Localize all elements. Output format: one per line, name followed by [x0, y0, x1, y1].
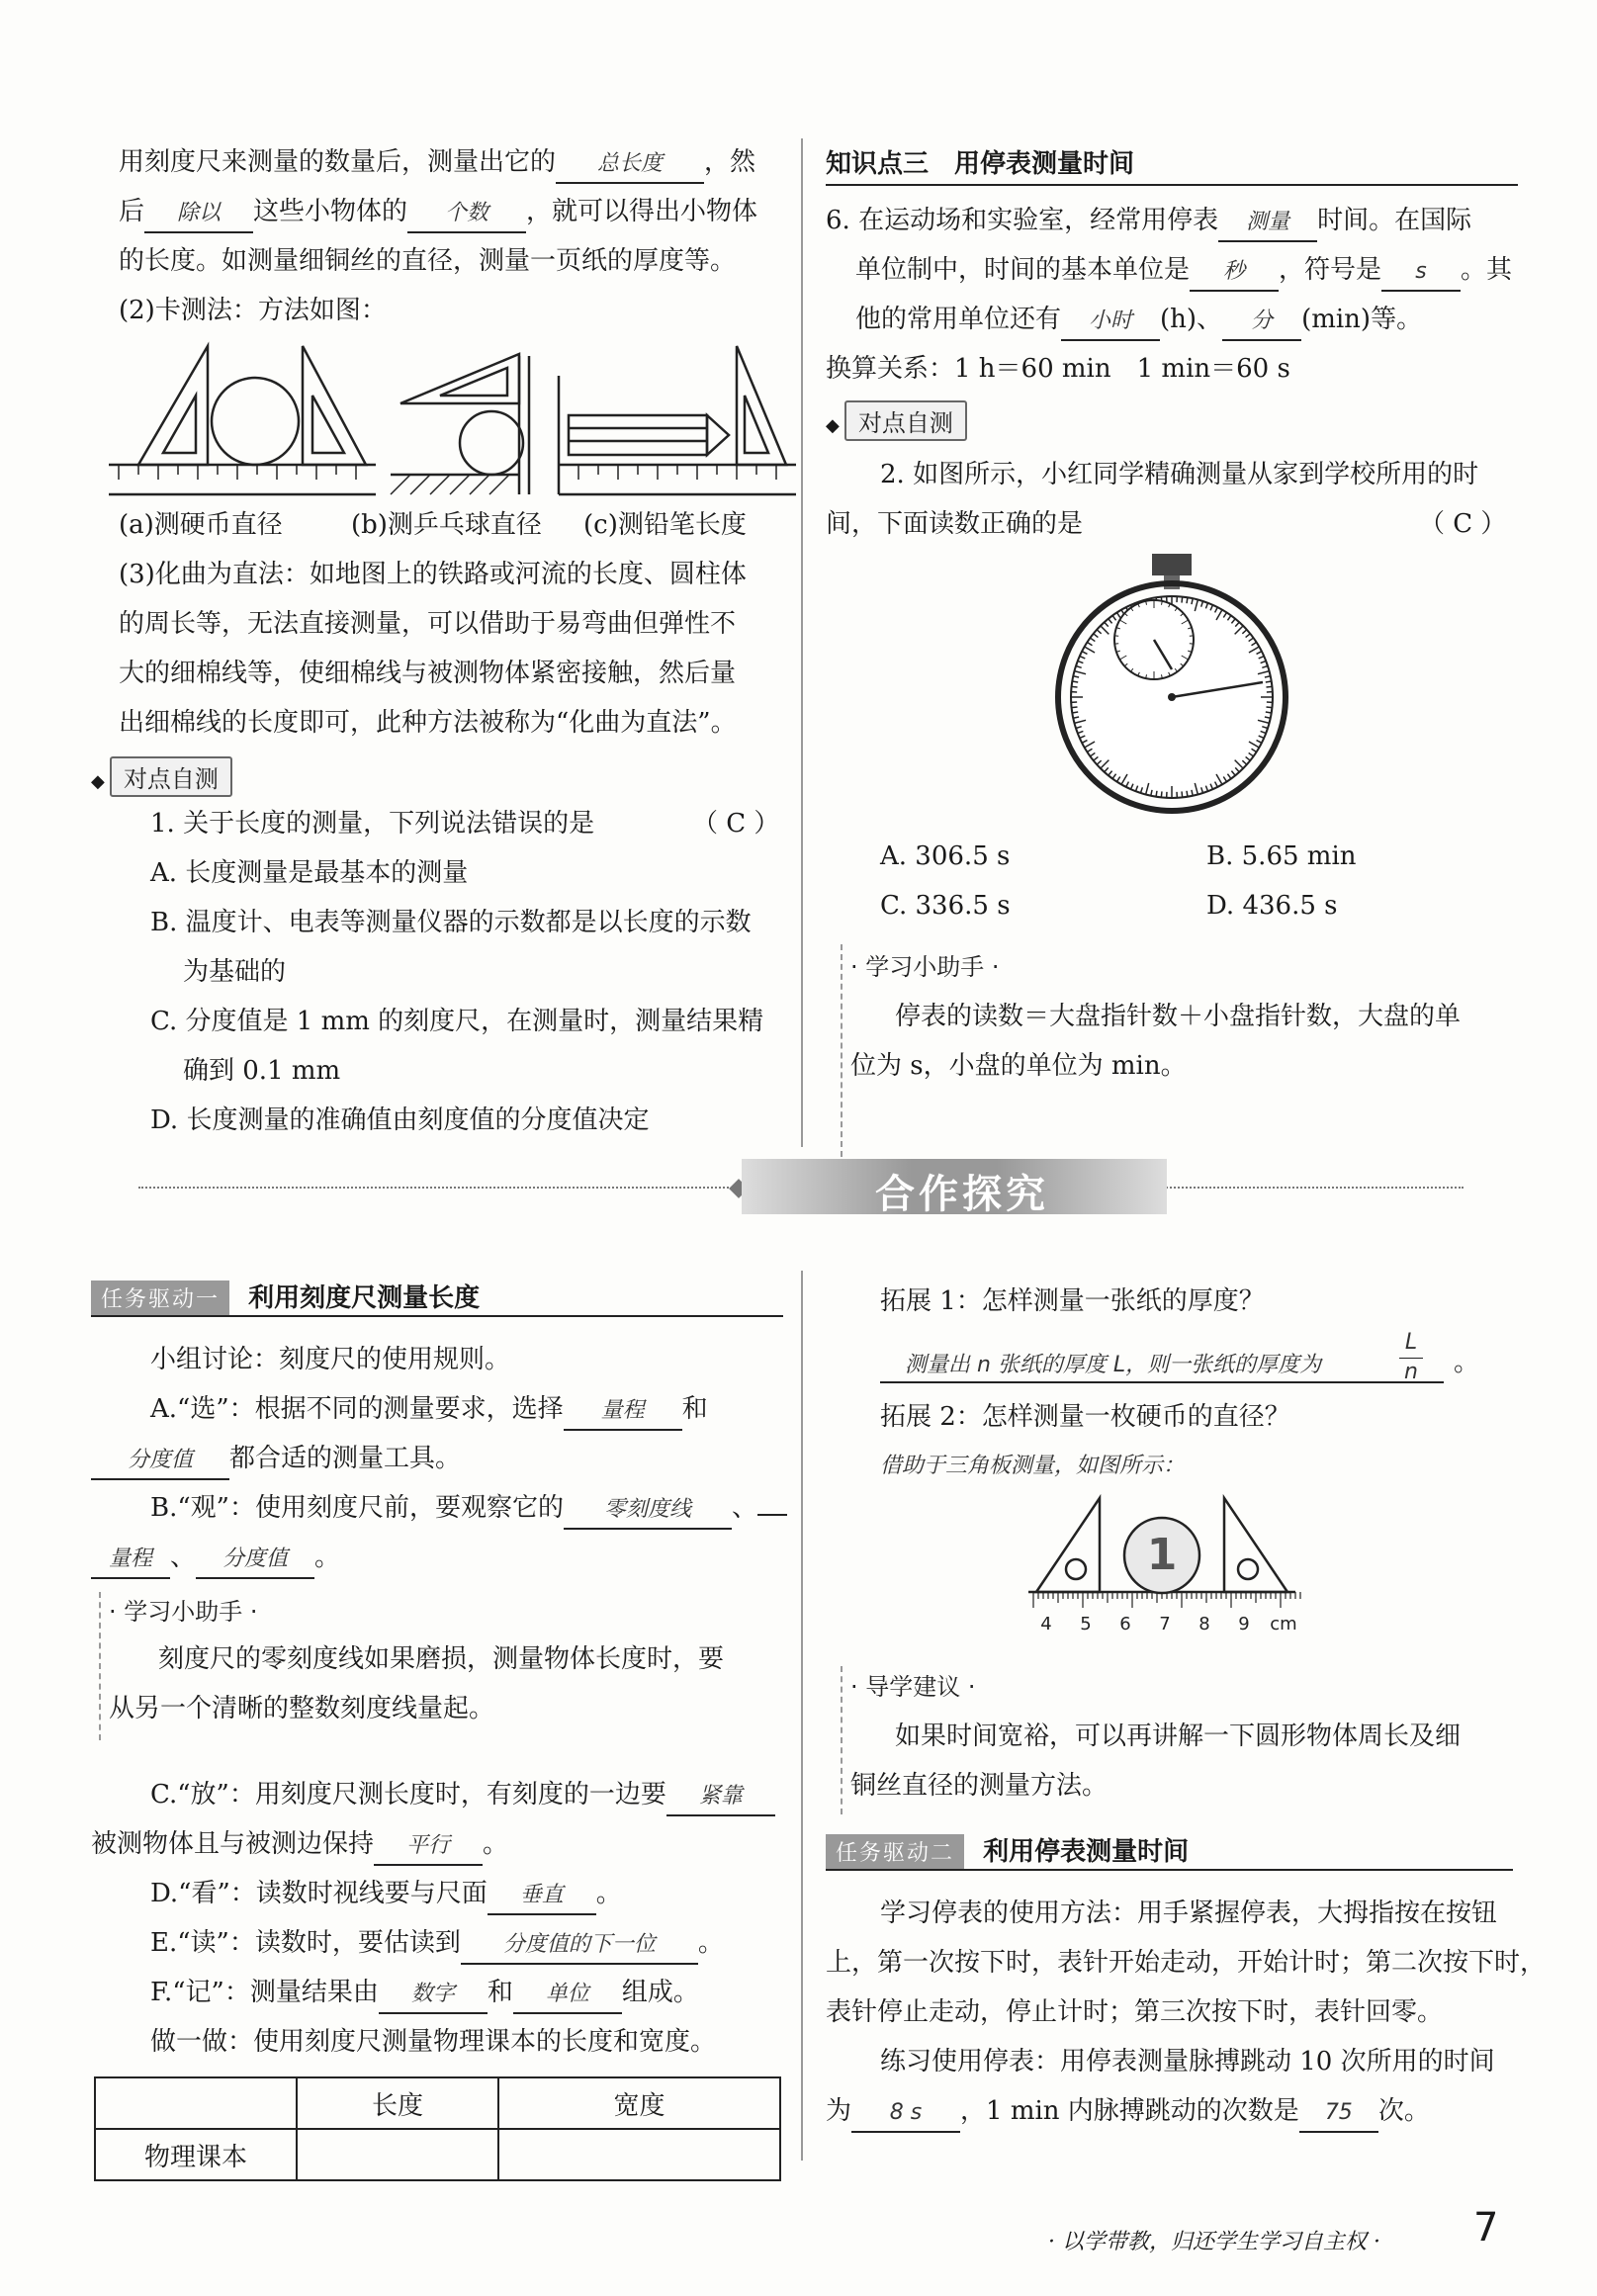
- answer-fill: 量程: [91, 1542, 170, 1579]
- question-2-cont: 间，下面读数正确的是: [826, 509, 1084, 539]
- option-b-cont: 为基础的: [183, 957, 287, 987]
- extension-2-answer: 借助于三角板测量，如图所示：: [880, 1454, 1186, 1478]
- text-line: 大的细棉线等，使细棉线与被测物体紧密接触，然后量: [119, 659, 737, 688]
- dial-tick: [1187, 597, 1188, 603]
- text-line: 出细棉线的长度即可，此种方法被称为“化曲为直法”。: [119, 708, 737, 738]
- dial-tick: [1072, 707, 1078, 708]
- answer-fill: 单位: [513, 1977, 622, 2014]
- answer-fill: s: [1381, 254, 1461, 292]
- fraction-denominator: n: [1404, 1360, 1418, 1384]
- text-line: 的长度。如测量细铜丝的直径，测量一页纸的厚度等。: [119, 246, 737, 276]
- dial-tick: [1161, 791, 1162, 797]
- option-c: C. 分度值是 1 mm 的刻度尺，在测量时，测量结果精: [150, 1007, 764, 1036]
- diamond-icon: ◆: [91, 771, 105, 792]
- answer-fill: 总长度: [556, 146, 704, 184]
- task-heading: 任务驱动二 利用停表测量时间: [826, 1831, 1513, 1871]
- coin-ruler-figure: [1028, 1488, 1305, 1636]
- text-line: 单位制中，时间的基本单位是 秒 ，符号是 s 。其: [855, 252, 1512, 292]
- dial-tick: [1182, 597, 1183, 603]
- cooperation-banner: [138, 1157, 1464, 1216]
- answer-fill: 分度值: [196, 1542, 314, 1579]
- coin-icon: 1: [1146, 1530, 1178, 1580]
- text-line: 上，第一次按下时，表针开始走动，开始计时；第二次按下时，: [826, 1948, 1547, 1978]
- extension-2: 拓展 2：怎样测量一枚硬币的直径？: [880, 1402, 1290, 1432]
- table-row-label: 物理课本: [95, 2129, 297, 2180]
- option-b: B. 温度计、电表等测量仪器的示数都是以长度的示数: [150, 908, 752, 937]
- guide-title: · 导学建议 ·: [850, 1673, 976, 1701]
- stopwatch-figure: [1043, 549, 1300, 826]
- text-line: 的周长等，无法直接测量，可以借助于易弯曲但弹性不: [119, 609, 737, 639]
- text-line: 换算关系：1 h＝60 min 1 min＝60 s: [826, 354, 1290, 384]
- column-divider: [801, 138, 803, 1147]
- figure-a-coin: [109, 346, 376, 494]
- answer-fill: 数字: [379, 1977, 488, 2014]
- text-line: (2)卡测法：方法如图：: [119, 296, 387, 325]
- self-check-label: ◆ 对点自测: [826, 400, 967, 441]
- answer-fill: 零刻度线: [564, 1492, 732, 1530]
- figure-b-pingpong: [391, 354, 529, 494]
- section-heading: 知识点三 用停表测量时间: [826, 143, 1518, 186]
- text-line: 位为 s，小盘的单位为 min。: [850, 1051, 1187, 1081]
- text-line: E.“读”：读数时，要估读到 分度值的下一位 。: [150, 1925, 724, 1965]
- answer-fill: 量程: [564, 1393, 682, 1431]
- dial-tick: [1266, 686, 1272, 687]
- text-line: 后 除以 这些小物体的 个数 ，就可以得出小物体: [119, 194, 757, 233]
- text-line: 如果时间宽裕，可以再讲解一下圆形物体周长及细: [895, 1722, 1462, 1751]
- answer-fill: 平行: [374, 1828, 483, 1866]
- answer-fill: 个数: [407, 196, 526, 233]
- answer-fill: 分度值的下一位: [461, 1927, 698, 1965]
- fraction-numerator: L: [1404, 1330, 1418, 1355]
- figure-caption-c: (c)测铅笔长度: [583, 510, 747, 540]
- option-d: D. 436.5 s: [1206, 891, 1338, 921]
- text-line: 分度值 都合适的测量工具。: [91, 1441, 461, 1480]
- text-line: 学习停表的使用方法：用手紧握停表，大拇指按在按钮: [880, 1899, 1498, 1928]
- question-2: 2. 如图所示，小红同学精确测量从家到学校所用的时: [880, 460, 1479, 489]
- option-d: D. 长度测量的准确值由刻度值的分度值决定: [150, 1105, 650, 1135]
- page-number: 7: [1473, 2205, 1499, 2251]
- text-line: 铜丝直径的测量方法。: [850, 1771, 1109, 1801]
- text-line: 刻度尺的零刻度线如果磨损，测量物体长度时，要: [158, 1644, 725, 1674]
- dial-tick: [1072, 681, 1078, 682]
- option-c-cont: 确到 0.1 mm: [183, 1056, 341, 1086]
- text-line: 他的常用单位还有 小时 (h)、 分 (min)等。: [855, 302, 1422, 341]
- text-line: 用刻度尺来测量的数量后，测量出它的 总长度 ，然: [119, 144, 755, 184]
- option-a: A. 306.5 s: [880, 841, 1011, 871]
- ruler-label: 4: [1040, 1614, 1052, 1634]
- dial-tick: [1266, 712, 1272, 713]
- figure-c-pencil: [559, 346, 796, 494]
- text-line: C.“放”：用刻度尺测长度时，有刻度的一边要 紧靠: [150, 1777, 775, 1816]
- text-line: A.“选”：根据不同的测量要求，选择 量程 和: [150, 1391, 708, 1431]
- option-a: A. 长度测量是最基本的测量: [150, 858, 469, 888]
- column-divider: [801, 1271, 803, 2161]
- table-header: 宽度: [498, 2077, 780, 2129]
- question-1: 1. 关于长度的测量，下列说法错误的是: [150, 809, 595, 839]
- dial-tick: [1187, 791, 1188, 797]
- ruler-label: 5: [1080, 1614, 1092, 1634]
- figure-caption-b: (b)测乒乓球直径: [351, 510, 542, 540]
- extension-1: 拓展 1：怎样测量一张纸的厚度？: [880, 1286, 1265, 1316]
- measurement-table: [94, 2076, 781, 2181]
- banner-title: 合作探究: [875, 1172, 1049, 1217]
- ruler-label: 6: [1119, 1614, 1131, 1634]
- study-helper-title: · 学习小助手 ·: [850, 953, 1000, 981]
- stopwatch-button: [1152, 554, 1192, 575]
- dial-tick: [1072, 712, 1078, 713]
- dial-tick: [1266, 707, 1272, 708]
- answer-fill: 小时: [1061, 304, 1160, 341]
- figure-caption-a: (a)测硬币直径: [119, 510, 283, 540]
- task-heading: 任务驱动一 利用刻度尺测量长度: [91, 1278, 783, 1317]
- dial-tick: [1182, 791, 1183, 797]
- text-line: 量程 、 分度值 。: [91, 1540, 340, 1579]
- question-1-answer: （ C ）: [692, 809, 780, 839]
- answer-fill: 8 s: [851, 2095, 960, 2133]
- text-line: 。: [1454, 1348, 1480, 1377]
- text-line: 做一做：使用刻度尺测量物理课本的长度和宽度。: [150, 2027, 717, 2057]
- caliper-figures: [109, 336, 801, 504]
- text-line: 表针停止走动，停止计时；第三次按下时，表针回零。: [826, 1997, 1444, 2027]
- table-cell: [498, 2129, 780, 2180]
- diamond-icon: ◆: [826, 415, 840, 436]
- option-b: B. 5.65 min: [1206, 841, 1357, 871]
- answer-fill: 除以: [144, 196, 253, 233]
- table-cell: [297, 2129, 498, 2180]
- text-line: B.“观”：使用刻度尺前，要观察它的 零刻度线 、: [150, 1490, 787, 1530]
- text-line: (3)化曲为直法：如地图上的铁路或河流的长度、圆柱体: [119, 560, 747, 589]
- text-line: 从另一个清晰的整数刻度线量起。: [109, 1694, 495, 1723]
- ruler-label: 7: [1159, 1614, 1171, 1634]
- answer-fill: 75: [1299, 2095, 1378, 2133]
- ruler-label: 9: [1238, 1614, 1250, 1634]
- dial-tick: [1156, 791, 1157, 797]
- study-helper-title: · 学习小助手 ·: [109, 1598, 258, 1626]
- text-line: 小组讨论：刻度尺的使用规则。: [150, 1345, 511, 1374]
- self-check-label: ◆ 对点自测: [91, 756, 232, 797]
- answer-fill: 垂直: [488, 1878, 596, 1915]
- answer-fill: 秒: [1190, 254, 1279, 292]
- text-line: F.“记”：测量结果由 数字 和 单位 组成。: [150, 1975, 699, 2014]
- answer-fill: 紧靠: [666, 1779, 775, 1816]
- table-header: 长度: [297, 2077, 498, 2129]
- ruler-label: 8: [1198, 1614, 1210, 1634]
- text-line: 被测物体且与被测边保持 平行 。: [91, 1826, 508, 1866]
- answer-fill: 分: [1222, 304, 1301, 341]
- answer-fill: 测量: [1218, 205, 1317, 242]
- text-line: 练习使用停表：用停表测量脉搏跳动 10 次所用的时间: [880, 2047, 1495, 2076]
- answer-fill: 分度值: [91, 1443, 229, 1480]
- extension-1-answer: 测量出 n 张纸的厚度 L，则一张纸的厚度为 L n: [880, 1330, 1444, 1383]
- ruler-label: cm: [1270, 1614, 1297, 1634]
- footer-slogan: · 以学带教，归还学生学习自主权 ·: [1048, 2230, 1380, 2254]
- dial-tick: [1266, 681, 1272, 682]
- text-line: 为 8 s ，1 min 内脉搏跳动的次数是 75 次。: [826, 2093, 1430, 2133]
- question-2-answer: （ C ）: [1419, 509, 1507, 539]
- dial-tick: [1072, 686, 1078, 687]
- text-line: 6. 在运动场和实验室，经常用停表 测量 时间。在国际: [826, 203, 1471, 242]
- option-c: C. 336.5 s: [880, 891, 1011, 921]
- text-line: 停表的读数＝大盘指针数＋小盘指针数，大盘的单: [895, 1002, 1462, 1031]
- text-line: D.“看”：读数时视线要与尺面 垂直 。: [150, 1876, 622, 1915]
